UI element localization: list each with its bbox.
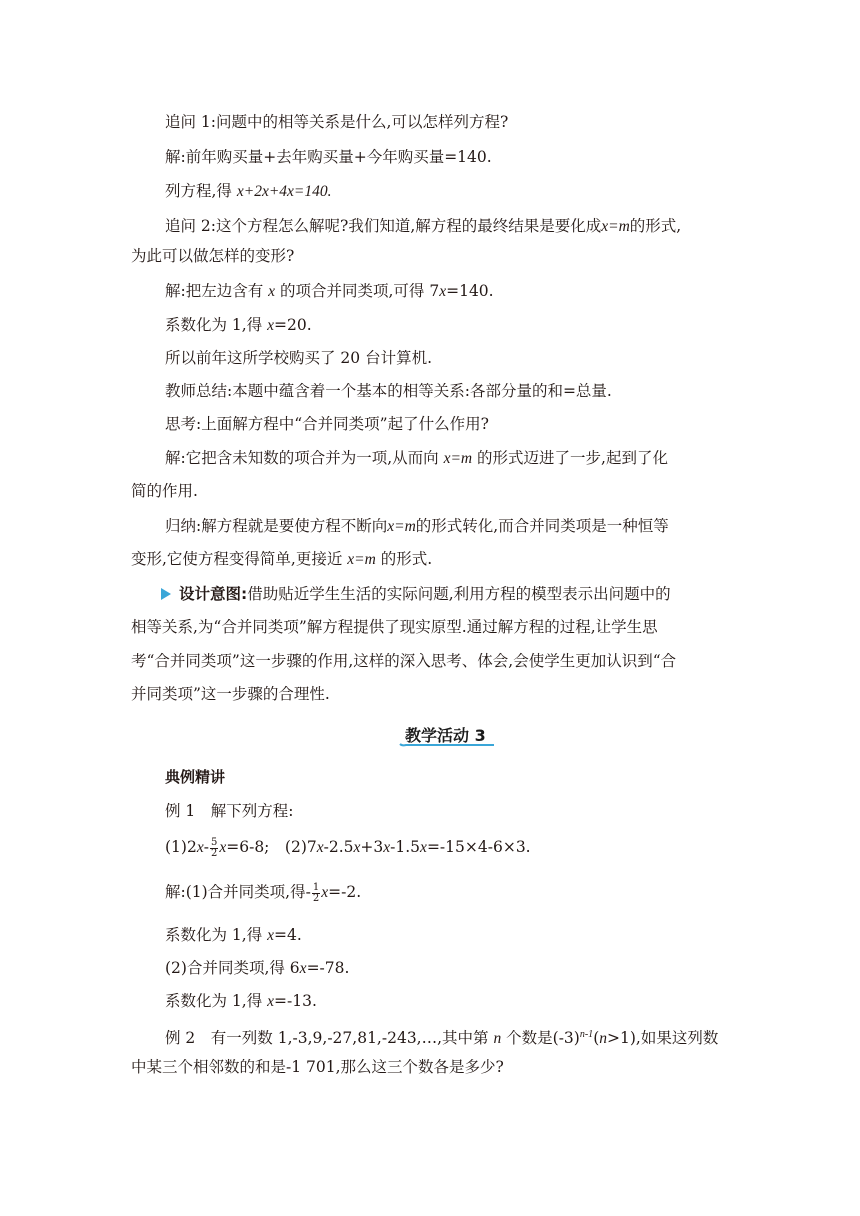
solution-2: 解:把左边含有 x 的项合并同类项,可得 7x=140. [165,282,494,300]
think-answer: 解:它把含未知数的项合并为一项,从而向 x=m 的形式迈进了一步,起到了化 [165,449,668,467]
equation-line: 列方程,得 x+2x+4x=140. [165,182,332,200]
fraction: $\frac{5}{2}$ [210,836,218,859]
solution-1b: 系数化为 1,得 x=4. [165,926,302,944]
solution-2b: 系数化为 1,得 x=-13. [165,992,317,1010]
induction: 归纳:解方程就是要使方程不断向x=m的形式转化,而合并同类项是一种恒等 [165,517,669,535]
design-intent-3: 考“合并同类项”这一步骤的作用,这样的深入思考、体会,会使学生更加认识到“合 [131,652,677,670]
solution-1a: 解:(1)合并同类项,得- $\frac{1}{2}$ x=-2. [165,881,362,904]
activity-heading: 教学活动 3 [396,719,500,749]
design-intent-4: 并同类项”这一步骤的合理性. [131,685,330,703]
example-2: 例 2 有一列数 1,-3,9,-27,81,-243,…,其中第 n 个数是$(-3)^{n-1}(n>1)$,如果这列数 [165,1029,719,1047]
coefficient-step: 系数化为 1,得 x=20. [165,316,312,334]
design-intent-2: 相等关系,为“合并同类项”解方程提供了现实原型.通过解方程的过程,让学生思 [131,618,658,636]
induction-cont: 变形,它使方程变得简单,更接近 x=m 的形式. [131,550,433,568]
solution-2a: (2)合并同类项,得 6x=-78. [165,959,350,977]
question-2: 追问 2:这个方程怎么解呢?我们知道,解方程的最终结果是要化成x=m的形式, [165,217,682,235]
example-1-equations: (1)2x- $\frac{5}{2}$ x=6-8; (2)7x-2.5x+3x-1.5x=-15×4-6×3. [165,836,531,859]
question-2-cont: 为此可以做怎样的变形? [131,247,295,265]
answer-line: 所以前年这所学校购买了 20 台计算机. [165,349,433,367]
design-intent: 设计意图:借助贴近学生生活的实际问题,利用方程的模型表示出问题中的 [161,583,671,605]
solution-1: 解:前年购买量+去年购买量+今年购买量=140. [165,148,492,166]
triangle-marker-icon [161,588,171,600]
design-label: 设计意图: [179,585,248,603]
question-1: 追问 1:问题中的相等关系是什么,可以怎样列方程? [165,113,509,131]
fraction: $\frac{1}{2}$ [312,881,320,904]
section-heading: 典例精讲 [165,768,226,786]
example-1-title: 例 1 解下列方程: [165,802,294,820]
think-answer-cont: 简的作用. [131,482,198,500]
example-2-cont: 中某三个相邻数的和是-1 701,那么这三个数各是多少? [131,1058,504,1076]
teacher-summary: 教师总结:本题中蕴含着一个基本的相等关系:各部分量的和=总量. [165,382,612,400]
think-question: 思考:上面解方程中“合并同类项”起了什么作用? [165,415,489,433]
